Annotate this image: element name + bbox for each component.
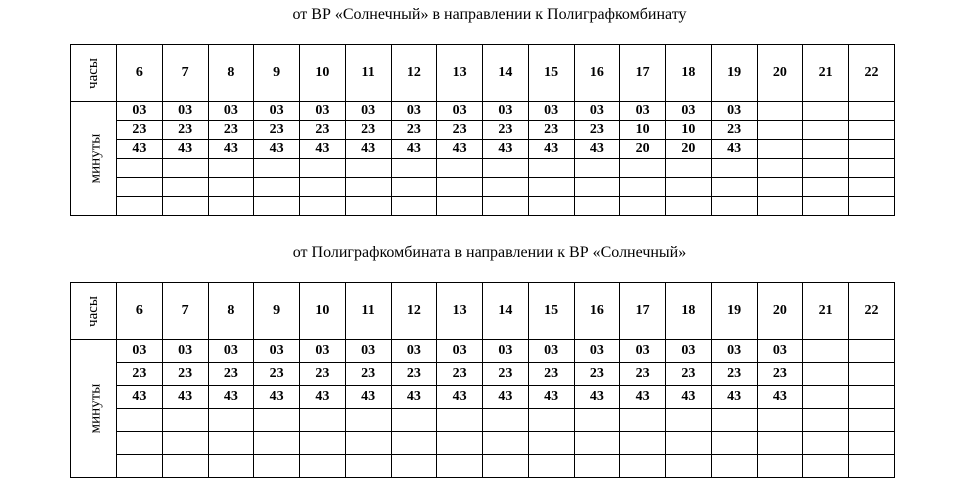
hour-cell: 15 (528, 283, 574, 340)
hour-cell: 19 (711, 45, 757, 102)
minute-cell: 03 (208, 102, 254, 121)
minute-cell (391, 178, 437, 197)
minute-cell (666, 197, 712, 216)
minute-cell: 03 (528, 102, 574, 121)
minute-cell: 43 (528, 386, 574, 409)
minute-cell (345, 197, 391, 216)
minute-cell: 03 (666, 102, 712, 121)
hour-cell: 16 (574, 283, 620, 340)
minute-cell: 03 (391, 102, 437, 121)
minute-cell: 20 (620, 140, 666, 159)
minute-cell (300, 197, 346, 216)
minute-cell: 23 (117, 363, 163, 386)
minute-cell (300, 159, 346, 178)
minute-cell (162, 178, 208, 197)
minute-cell: 03 (574, 340, 620, 363)
minute-cell (391, 159, 437, 178)
hour-cell: 8 (208, 45, 254, 102)
hour-cell: 20 (757, 283, 803, 340)
minute-cell (849, 102, 895, 121)
minute-cell (254, 197, 300, 216)
minute-cell (437, 409, 483, 432)
minute-cell (437, 197, 483, 216)
minute-cell (711, 455, 757, 478)
minute-cell (849, 197, 895, 216)
minute-cell (574, 432, 620, 455)
minute-cell (437, 178, 483, 197)
minute-cell (483, 455, 529, 478)
minute-cell (345, 455, 391, 478)
hour-cell: 17 (620, 283, 666, 340)
hour-cell: 21 (803, 283, 849, 340)
minute-cell: 23 (528, 121, 574, 140)
minute-cell (574, 455, 620, 478)
minute-cell: 03 (437, 340, 483, 363)
minute-cell (300, 178, 346, 197)
minute-cell (208, 197, 254, 216)
minute-cell (117, 432, 163, 455)
hour-cell: 18 (666, 45, 712, 102)
minute-cell: 23 (300, 121, 346, 140)
minute-cell (666, 178, 712, 197)
minute-cell: 43 (300, 140, 346, 159)
minute-cell (711, 409, 757, 432)
minute-cell (620, 455, 666, 478)
minute-cell: 03 (620, 340, 666, 363)
hour-cell: 7 (162, 45, 208, 102)
hour-cell: 7 (162, 283, 208, 340)
minute-cell (711, 159, 757, 178)
minute-cell: 03 (254, 102, 300, 121)
minute-cell (849, 121, 895, 140)
minute-cell (528, 432, 574, 455)
minute-cell: 23 (711, 363, 757, 386)
schedule-title-1: от ВР «Солнечный» в направлении к Полиграфкомбинату (292, 6, 687, 23)
minute-cell: 23 (483, 121, 529, 140)
minute-cell (711, 197, 757, 216)
minute-cell (849, 386, 895, 409)
hour-cell: 20 (757, 45, 803, 102)
minute-cell (528, 409, 574, 432)
hour-cell: 14 (483, 283, 529, 340)
hour-cell: 17 (620, 45, 666, 102)
minute-cell: 23 (254, 121, 300, 140)
hour-cell: 22 (849, 45, 895, 102)
timetable-2 (70, 282, 895, 478)
minute-cell: 43 (757, 386, 803, 409)
minute-cell (254, 432, 300, 455)
minute-cell (437, 432, 483, 455)
minute-cell (574, 159, 620, 178)
minute-cell: 03 (528, 340, 574, 363)
hour-cell: 22 (849, 283, 895, 340)
minute-cell (711, 432, 757, 455)
minute-cell (574, 178, 620, 197)
hour-cell: 9 (254, 283, 300, 340)
minute-cell: 43 (437, 386, 483, 409)
minute-cell: 43 (117, 140, 163, 159)
minute-cell (437, 159, 483, 178)
minute-cell (803, 197, 849, 216)
minute-cell (391, 455, 437, 478)
minute-cell: 03 (620, 102, 666, 121)
minute-cell: 23 (574, 363, 620, 386)
minute-cell: 03 (345, 340, 391, 363)
minute-cell: 43 (483, 140, 529, 159)
minute-cell (117, 159, 163, 178)
minute-cell (666, 159, 712, 178)
minute-cell (803, 363, 849, 386)
minute-cell: 03 (254, 340, 300, 363)
minute-cell: 23 (254, 363, 300, 386)
minute-cell: 43 (300, 386, 346, 409)
minute-cell: 23 (483, 363, 529, 386)
minute-cell (528, 197, 574, 216)
minute-cell (803, 386, 849, 409)
hour-cell: 10 (300, 283, 346, 340)
minute-cell (254, 409, 300, 432)
minute-cell: 03 (666, 340, 712, 363)
minute-cell: 43 (345, 140, 391, 159)
minute-cell: 23 (208, 121, 254, 140)
minute-cell: 23 (162, 363, 208, 386)
minute-cell (162, 409, 208, 432)
minute-cell (483, 159, 529, 178)
minute-cell: 23 (208, 363, 254, 386)
minute-cell: 43 (391, 140, 437, 159)
minute-cell: 43 (574, 386, 620, 409)
minute-cell (849, 409, 895, 432)
minute-cell (757, 121, 803, 140)
minute-cell (162, 455, 208, 478)
schedule-title-2: от Полиграфкомбината в направлении к ВР «Солнечный» (292, 244, 687, 261)
minute-cell (483, 409, 529, 432)
timetable-1 (70, 44, 895, 216)
minute-cell (208, 455, 254, 478)
hours-label: часы (71, 45, 117, 102)
minute-cell: 43 (254, 386, 300, 409)
minute-cell (528, 455, 574, 478)
minute-cell (254, 455, 300, 478)
minutes-label: минуты (71, 102, 117, 216)
minute-cell (849, 159, 895, 178)
minute-cell: 43 (711, 386, 757, 409)
minute-cell (345, 432, 391, 455)
minute-cell: 03 (757, 340, 803, 363)
minute-cell (666, 432, 712, 455)
minute-cell (757, 409, 803, 432)
minute-cell (483, 178, 529, 197)
minute-cell (849, 340, 895, 363)
minute-cell (757, 140, 803, 159)
minute-cell: 23 (437, 121, 483, 140)
minute-cell (300, 432, 346, 455)
minute-cell: 23 (300, 363, 346, 386)
minute-cell: 23 (711, 121, 757, 140)
minute-cell: 43 (574, 140, 620, 159)
minute-cell (849, 432, 895, 455)
minute-cell: 20 (666, 140, 712, 159)
minute-cell (803, 409, 849, 432)
minute-cell: 23 (391, 121, 437, 140)
minute-cell: 23 (437, 363, 483, 386)
minute-cell: 03 (345, 102, 391, 121)
minute-cell (483, 197, 529, 216)
hour-cell: 19 (711, 283, 757, 340)
minute-cell: 03 (437, 102, 483, 121)
minute-cell (437, 455, 483, 478)
minute-cell (345, 159, 391, 178)
minute-cell (208, 159, 254, 178)
minute-cell: 43 (620, 386, 666, 409)
minute-cell: 43 (254, 140, 300, 159)
minute-cell: 23 (757, 363, 803, 386)
minute-cell (849, 178, 895, 197)
minute-cell: 03 (483, 340, 529, 363)
minute-cell (666, 409, 712, 432)
minute-cell: 03 (711, 340, 757, 363)
minute-cell: 43 (528, 140, 574, 159)
minute-cell (620, 409, 666, 432)
minute-cell: 23 (666, 363, 712, 386)
minute-cell: 03 (117, 102, 163, 121)
minute-cell (757, 159, 803, 178)
minute-cell: 43 (345, 386, 391, 409)
minute-cell (803, 178, 849, 197)
minute-cell (757, 432, 803, 455)
minute-cell (620, 432, 666, 455)
minute-cell (391, 197, 437, 216)
minute-cell: 03 (574, 102, 620, 121)
minute-cell (254, 178, 300, 197)
hour-cell: 15 (528, 45, 574, 102)
hour-cell: 11 (345, 45, 391, 102)
hour-cell: 12 (391, 283, 437, 340)
minute-cell (620, 197, 666, 216)
minute-cell (254, 159, 300, 178)
minute-cell (483, 432, 529, 455)
minute-cell (117, 178, 163, 197)
minute-cell (757, 102, 803, 121)
minute-cell (528, 178, 574, 197)
minute-cell (711, 178, 757, 197)
minute-cell: 43 (208, 140, 254, 159)
minute-cell: 43 (437, 140, 483, 159)
minute-cell (574, 409, 620, 432)
minute-cell (849, 363, 895, 386)
minute-cell (391, 432, 437, 455)
minute-cell (666, 455, 712, 478)
minute-cell: 43 (208, 386, 254, 409)
hour-cell: 10 (300, 45, 346, 102)
minute-cell: 43 (391, 386, 437, 409)
minute-cell (300, 455, 346, 478)
minute-cell (117, 455, 163, 478)
minute-cell: 23 (162, 121, 208, 140)
minute-cell: 03 (162, 102, 208, 121)
hour-cell: 16 (574, 45, 620, 102)
minute-cell: 43 (117, 386, 163, 409)
minute-cell: 03 (208, 340, 254, 363)
minute-cell: 03 (483, 102, 529, 121)
minute-cell (803, 102, 849, 121)
hour-cell: 6 (117, 45, 163, 102)
minute-cell (803, 121, 849, 140)
minute-cell: 03 (162, 340, 208, 363)
hour-cell: 8 (208, 283, 254, 340)
minute-cell (528, 159, 574, 178)
minute-cell (208, 409, 254, 432)
minute-cell: 43 (711, 140, 757, 159)
minute-cell: 03 (711, 102, 757, 121)
minute-cell (162, 432, 208, 455)
minute-cell (574, 197, 620, 216)
minute-cell (757, 455, 803, 478)
minute-cell: 23 (117, 121, 163, 140)
minute-cell (345, 178, 391, 197)
minute-cell (849, 140, 895, 159)
hour-cell: 14 (483, 45, 529, 102)
minute-cell (300, 409, 346, 432)
minute-cell (162, 197, 208, 216)
minute-cell: 23 (528, 363, 574, 386)
minute-cell: 03 (300, 340, 346, 363)
hour-cell: 9 (254, 45, 300, 102)
minute-cell: 23 (391, 363, 437, 386)
minute-cell (803, 140, 849, 159)
minute-cell (117, 409, 163, 432)
minute-cell (803, 455, 849, 478)
hours-label: часы (71, 283, 117, 340)
minute-cell: 43 (162, 386, 208, 409)
minute-cell: 43 (483, 386, 529, 409)
hour-cell: 6 (117, 283, 163, 340)
minute-cell (620, 159, 666, 178)
minute-cell: 23 (345, 121, 391, 140)
minute-cell (391, 409, 437, 432)
minute-cell (803, 340, 849, 363)
minute-cell (757, 178, 803, 197)
minute-cell: 43 (162, 140, 208, 159)
minute-cell: 03 (300, 102, 346, 121)
hour-cell: 12 (391, 45, 437, 102)
minute-cell: 23 (574, 121, 620, 140)
hour-cell: 18 (666, 283, 712, 340)
hour-cell: 13 (437, 283, 483, 340)
minute-cell: 10 (620, 121, 666, 140)
hour-cell: 21 (803, 45, 849, 102)
hour-cell: 13 (437, 45, 483, 102)
minute-cell (345, 409, 391, 432)
minute-cell (849, 455, 895, 478)
minute-cell: 23 (620, 363, 666, 386)
minute-cell (620, 178, 666, 197)
minute-cell: 03 (117, 340, 163, 363)
minute-cell: 43 (666, 386, 712, 409)
minute-cell: 03 (391, 340, 437, 363)
minute-cell: 10 (666, 121, 712, 140)
minute-cell (162, 159, 208, 178)
minute-cell (803, 432, 849, 455)
minute-cell (803, 159, 849, 178)
minute-cell (117, 197, 163, 216)
minute-cell (208, 432, 254, 455)
minute-cell: 23 (345, 363, 391, 386)
hour-cell: 11 (345, 283, 391, 340)
minute-cell (757, 197, 803, 216)
minute-cell (208, 178, 254, 197)
minutes-label: минуты (71, 340, 117, 478)
